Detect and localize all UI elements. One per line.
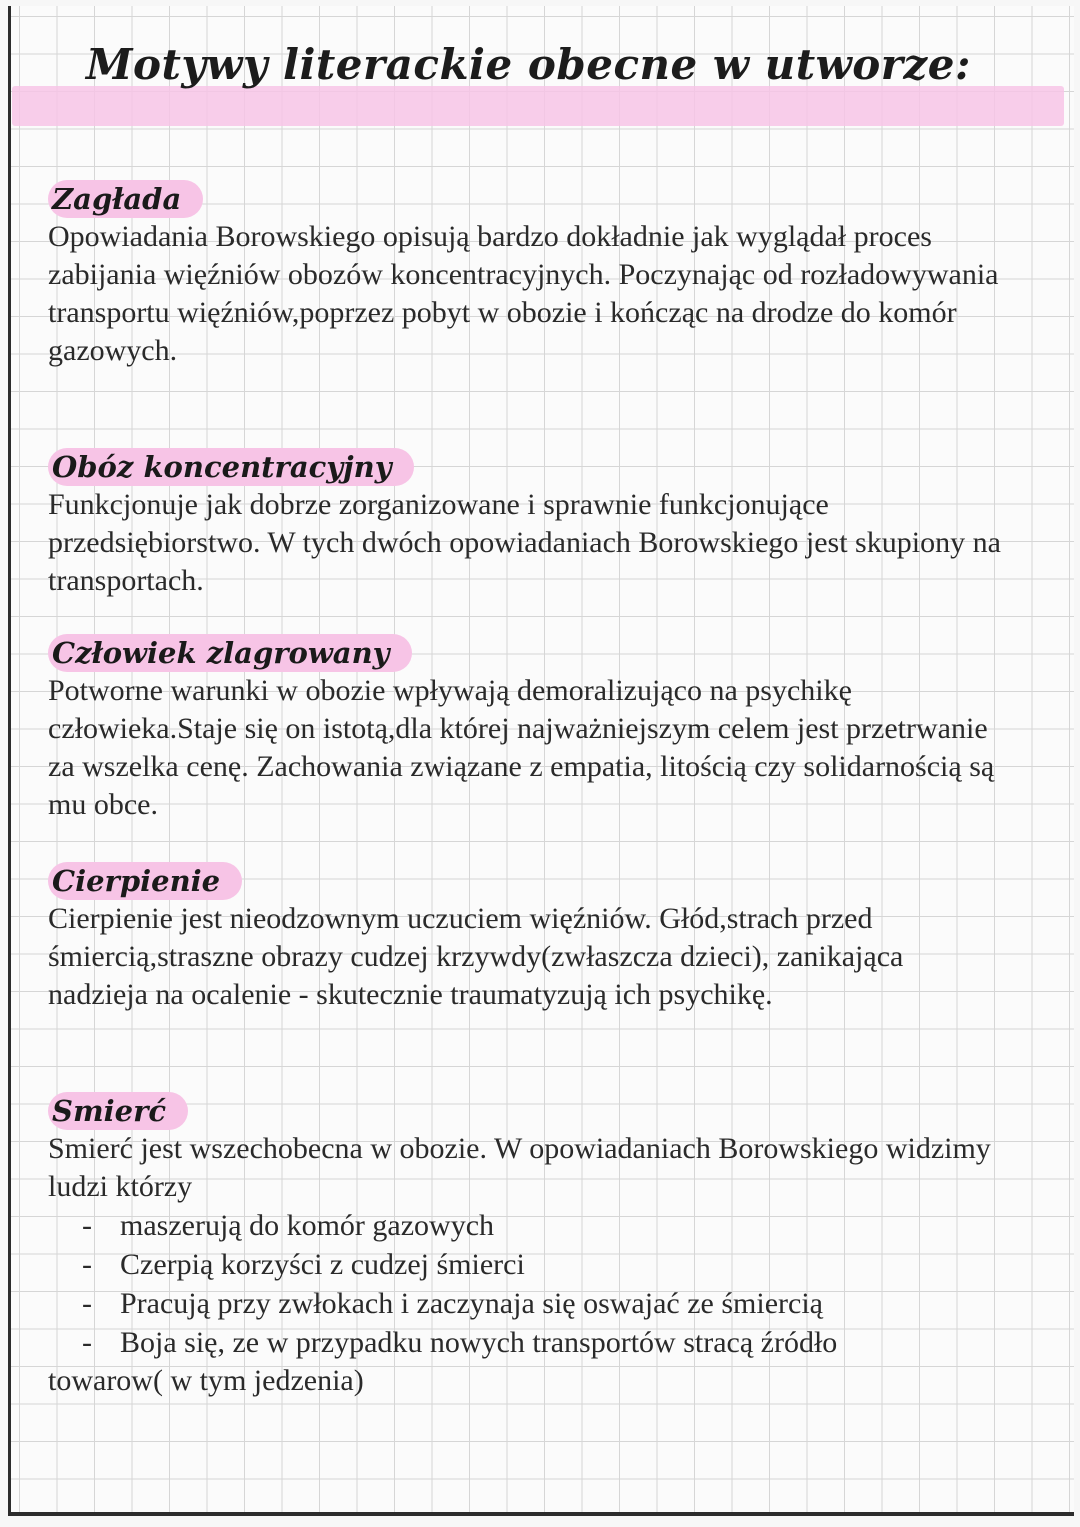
section-czlowiek-zlagrowany [48, 634, 1008, 824]
dash-marker: - [82, 1248, 92, 1281]
section-heading: Smierć [48, 1092, 188, 1130]
dash-marker: - [82, 1209, 92, 1242]
section-text: Potworne warunki w obozie wpływają demoralizująco na psychikę człowieka.Staje się on istotą,dla której najważniejszym celem jest przetrwanie za wszelka cenę. Zachowania związane z empatia, litością czy solidarnością są mu obce. [48, 674, 995, 821]
list-item: - Czerpią korzyści z cudzej śmierci [82, 1245, 1008, 1284]
section-text: Opowiadania Borowskiego opisują bardzo dokładnie jak wyglądał proces zabijania więźniów obozów koncentracyjnych. Poczynając od rozładowywania transportu więźniów,poprzez pobyt w obozie i kończąc na drodze do komór gazowych. [48, 220, 999, 367]
section-tail-text: towarow( w tym jedzenia) [48, 1364, 364, 1397]
section-oboz-koncentracyjny [48, 448, 1008, 600]
dash-marker: - [82, 1287, 92, 1320]
section-heading: Cierpienie [48, 862, 242, 900]
dash-marker: - [82, 1326, 92, 1359]
page-title: Motywy literackie obecne w utworze: [86, 40, 971, 89]
list-item: - maszerują do komór gazowych [82, 1206, 1008, 1245]
title-highlight [12, 86, 1064, 126]
section-text: Smierć jest wszechobecna w obozie. W opowiadaniach Borowskiego widzimy ludzi którzy [48, 1132, 991, 1203]
section-heading: Człowiek zlagrowany [48, 634, 412, 672]
section-text: Funkcjonuje jak dobrze zorganizowane i sprawnie funkcjonujące przedsiębiorstwo. W tych dwóch opowiadaniach Borowskiego jest skupiony na transportach. [48, 488, 1001, 597]
section-heading: Zagłada [48, 180, 203, 218]
section-zaglada [48, 180, 1008, 370]
section-smierc [48, 1092, 1008, 1400]
bullet-list [48, 1206, 1008, 1362]
list-item: - Boja się, ze w przypadku nowych transportów stracą źródło [82, 1323, 1008, 1362]
list-item: - Pracują przy zwłokach i zaczynaja się oswajać ze śmiercią [82, 1284, 1008, 1323]
section-text: Cierpienie jest nieodzownym uczuciem więźniów. Głód,strach przed śmiercią,straszne obrazy cudzej krzywdy(zwłaszcza dzieci), zanikająca nadzieja na ocalenie - skutecznie traumatyzują ich psychikę. [48, 902, 904, 1011]
section-cierpienie [48, 862, 1008, 1014]
section-heading: Obóz koncentracyjny [48, 448, 414, 486]
